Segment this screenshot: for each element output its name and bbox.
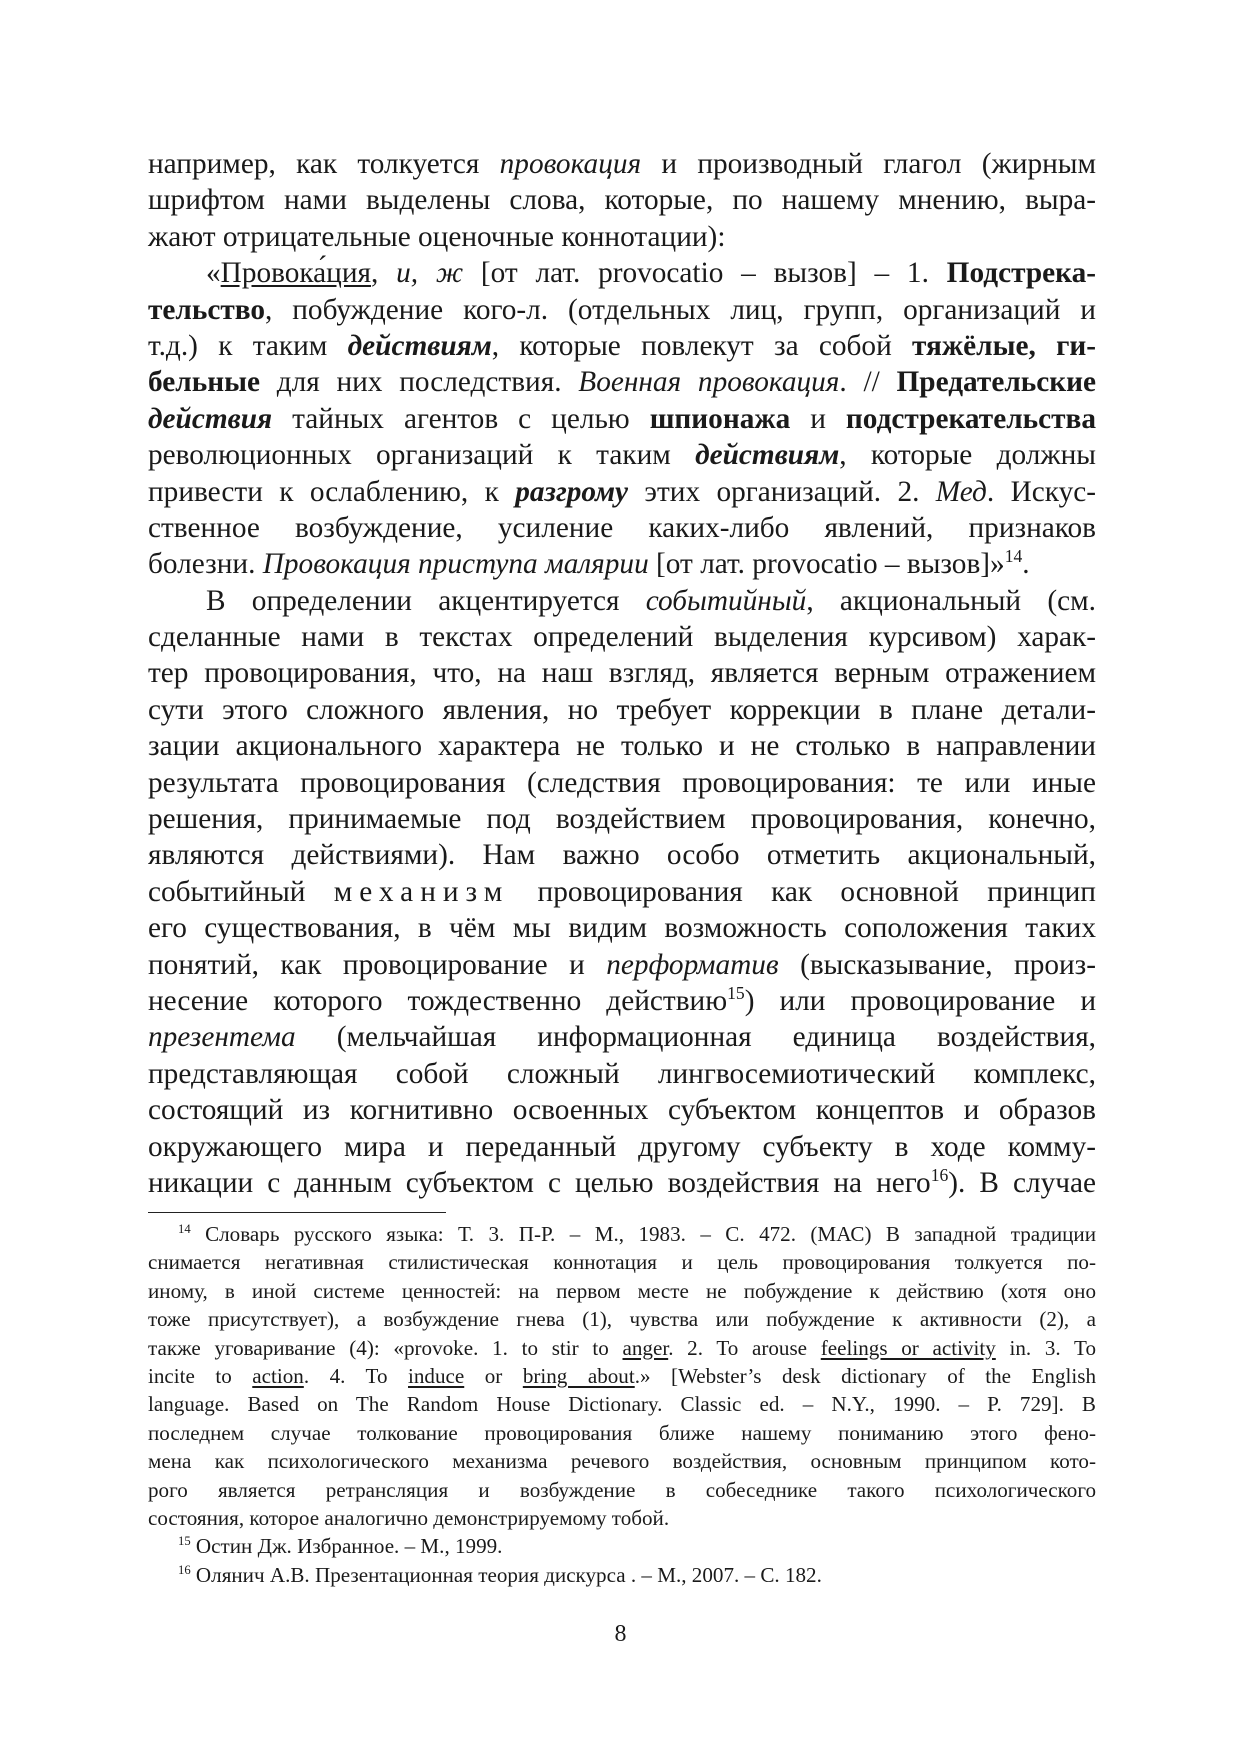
text-line: никации с данным субъектом с целью воздействия на него$^{16}$). В случае <box>148 1165 1096 1199</box>
footnote-divider <box>148 1212 446 1213</box>
text-line: состоящий из когнитивно освоенных субъектом концептов и образов <box>148 1094 1096 1127</box>
footnote-ref: 14 <box>1004 546 1023 567</box>
text-line: зации акционального характера не только и не столько в направлении <box>148 730 1096 763</box>
footnote-number: 16 <box>178 1562 191 1577</box>
footnote-line: мена как психологического механизма речевого воздействия, основным принципом кото- <box>148 1449 1096 1474</box>
text-line: болезни. Провокация приступа малярии [от лат. provocatio – вызов]»$^{14}$. <box>148 546 1030 581</box>
page-number: 8 <box>614 1621 627 1647</box>
footnote-line: тоже присутствует), а возбуждение гнева (1), чувства или побуждение к активности (2), а <box>148 1307 1096 1332</box>
text-line: тер провоцирования, что, на наш взгляд, является верным отражением <box>148 657 1096 690</box>
footnote-line: снимается негативная стилистическая коннотация и цель провоцирования толкуется по- <box>148 1250 1096 1275</box>
text-line: ственное возбуждение, усиление каких-либо явлений, признаков <box>148 511 1096 544</box>
text-line: т.д.) к таким действиям, которые повлекут за собой тяжёлые, ги- <box>148 329 1097 362</box>
text-line: его существования, в чём мы видим возможность соположения таких <box>148 912 1096 945</box>
footnote-line: последнем случае толкование провоцирования ближе нашему пониманию этого фено- <box>148 1420 1096 1445</box>
footnotes <box>148 1220 1096 1589</box>
text-line: окружающего мира и переданный другому субъекту в ходе комму- <box>148 1130 1096 1163</box>
footnote-number: 15 <box>178 1534 191 1549</box>
footnote-line: language. Based on The Random House Dictionary. Classic ed. – N.Y., 1990. – P. 729]. В <box>148 1392 1096 1417</box>
text-line: привести к ослаблению, к разгрому этих организаций. 2. Мед. Искус- <box>148 475 1096 508</box>
text-line: событийный механизм провоцирования как основной принцип <box>148 875 1096 908</box>
text-line: жают отрицательные оценочные коннотации): <box>148 220 726 253</box>
footnote-line: $^{16}$ Олянич А.В. Презентационная теория дискурса . – М., 2007. – С. 182. <box>178 1562 822 1587</box>
text-line: сделанные нами в текстах определений выделения курсивом) харак- <box>148 621 1096 654</box>
text-line: представляющая собой сложный лингвосемиотический комплекс, <box>148 1057 1096 1090</box>
text-line: результата провоцирования (следствия провоцирования: те или иные <box>148 766 1096 799</box>
text-line: бельные для них последствия. Военная провокация. // Предательские <box>148 366 1097 399</box>
text-line: являются действиями). Нам важно особо отметить акциональный, <box>148 839 1096 872</box>
text-line: понятий, как провоцирование и перформатив (высказывание, произ- <box>148 948 1096 981</box>
footnote-line: иному, в иной системе ценностей: на первом месте не побуждение к действию (хотя оно <box>148 1278 1096 1303</box>
text-line: например, как толкуется провокация и производный глагол (жирным <box>148 148 1096 180</box>
text-line: презентема (мельчайшая информационная единица воздействия, <box>148 1021 1096 1054</box>
text-line: действия тайных агентов с целью шпионажа и подстрекательства <box>148 402 1096 435</box>
text-line: несение которого тождественно действию$^{15}$) или провоцирование и <box>148 983 1096 1017</box>
footnote-line: рого является ретрансляция и возбуждение в собеседнике такого психологического <box>148 1477 1096 1502</box>
text-line: «Провока́ция, и, ж [от лат. provocatio – вызов] – 1. Подстрека- <box>206 257 1096 290</box>
text-line: тельство, побуждение кого-л. (отдельных лиц, групп, организаций и <box>148 293 1096 326</box>
footnote-number: 14 <box>178 1221 191 1236</box>
main-text <box>148 146 1096 1201</box>
text-line: сути этого сложного явления, но требует коррекции в плане детали- <box>148 693 1096 726</box>
footnote-ref: 16 <box>930 1165 949 1186</box>
text-line: шрифтом нами выделены слова, которые, по нашему мнению, выра- <box>148 184 1096 217</box>
footnote-ref: 15 <box>727 983 745 1004</box>
footnote-line: $^{15}$ Остин Дж. Избранное. – М., 1999. <box>178 1534 503 1559</box>
footnote-line: также уговаривание (4): «provoke. 1. to stir to anger. 2. To arouse feelings or activity in. 3. To <box>148 1335 1096 1360</box>
footnote-line: $^{14}$ Словарь русского языка: Т. 3. П-Р. – М., 1983. – С. 472. (МАС) В западной традиции <box>178 1221 1096 1246</box>
text-line: В определении акцентируется событийный, акциональный (см. <box>206 584 1096 617</box>
text-line: решения, принимаемые под воздействием провоцирования, конечно, <box>148 803 1096 836</box>
spaced-term: механизм <box>333 875 510 908</box>
text-line: революционных организаций к таким действиям, которые должны <box>148 439 1096 472</box>
footnote-line: incite to action. 4. To induce or bring about.» [Webster’s desk dictionary of the English <box>148 1363 1096 1388</box>
footnote-line: состояния, которое аналогично демонстрируемому тобой. <box>148 1505 670 1530</box>
entry-headword: Провока́ция <box>220 257 372 290</box>
